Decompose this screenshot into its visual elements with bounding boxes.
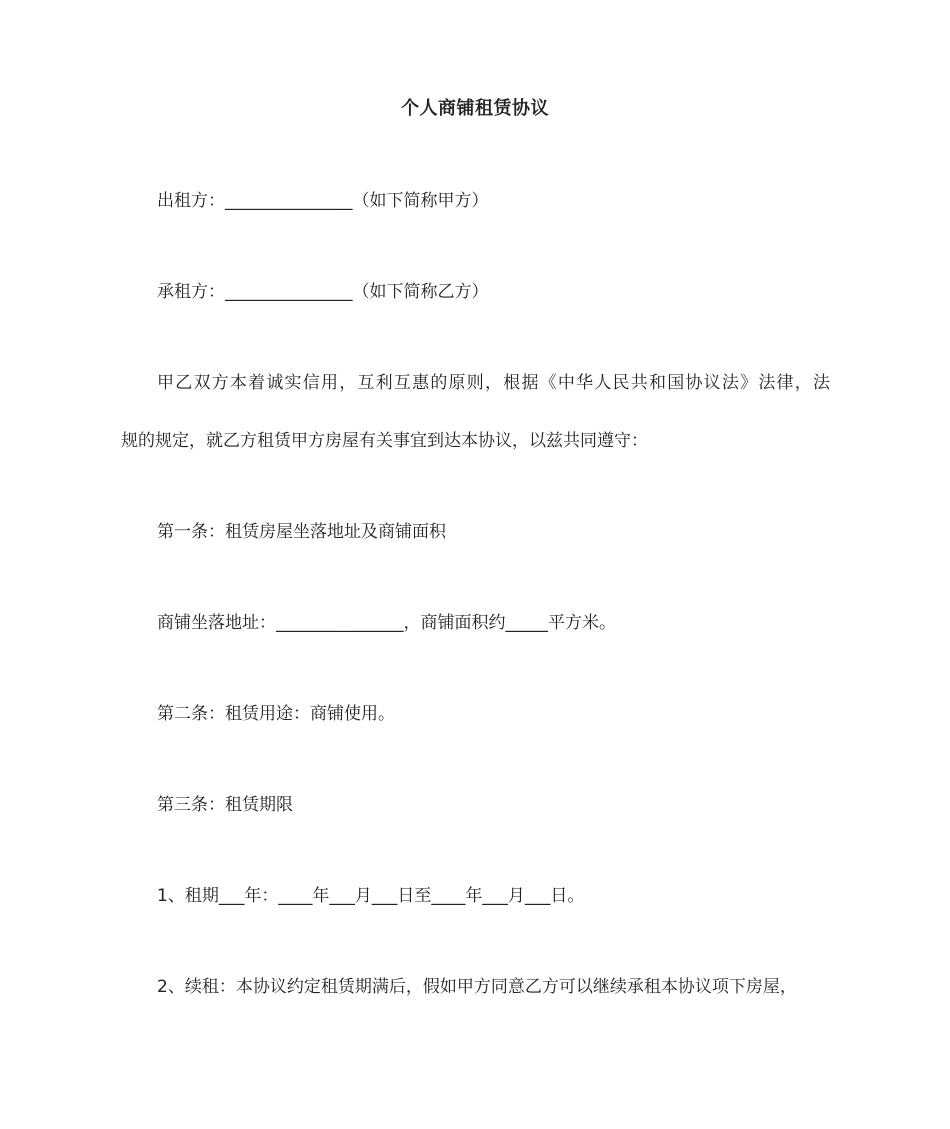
document-title: 个人商铺租赁协议 xyxy=(401,98,549,119)
preamble-line-2: 规的规定，就乙方租赁甲方房屋有关事宜到达本协议，以兹共同遵守： xyxy=(121,431,648,451)
shop-address-line: 商铺坐落地址：_______________，商铺面积约_____平方米。 xyxy=(157,613,616,633)
article-3-heading: 第三条：租赁期限 xyxy=(157,795,293,815)
renewal-line: 2、续租：本协议约定租赁期满后，假如甲方同意乙方可以继续承租本协议项下房屋， xyxy=(157,977,797,997)
lease-term-line: 1、租期___年：____年___月___日至____年___月___日。 xyxy=(157,886,585,906)
lessee-line: 承租方：_______________（如下简称乙方） xyxy=(157,282,489,302)
preamble-line-1: 甲乙双方本着诚实信用，互利互惠的原则，根据《中华人民共和国协议法》法律，法 xyxy=(157,373,830,393)
lessor-line: 出租方：_______________（如下简称甲方） xyxy=(157,191,489,211)
article-2-line: 第二条：租赁用途：商铺使用。 xyxy=(157,704,395,724)
article-1-heading: 第一条：租赁房屋坐落地址及商铺面积 xyxy=(157,522,446,542)
